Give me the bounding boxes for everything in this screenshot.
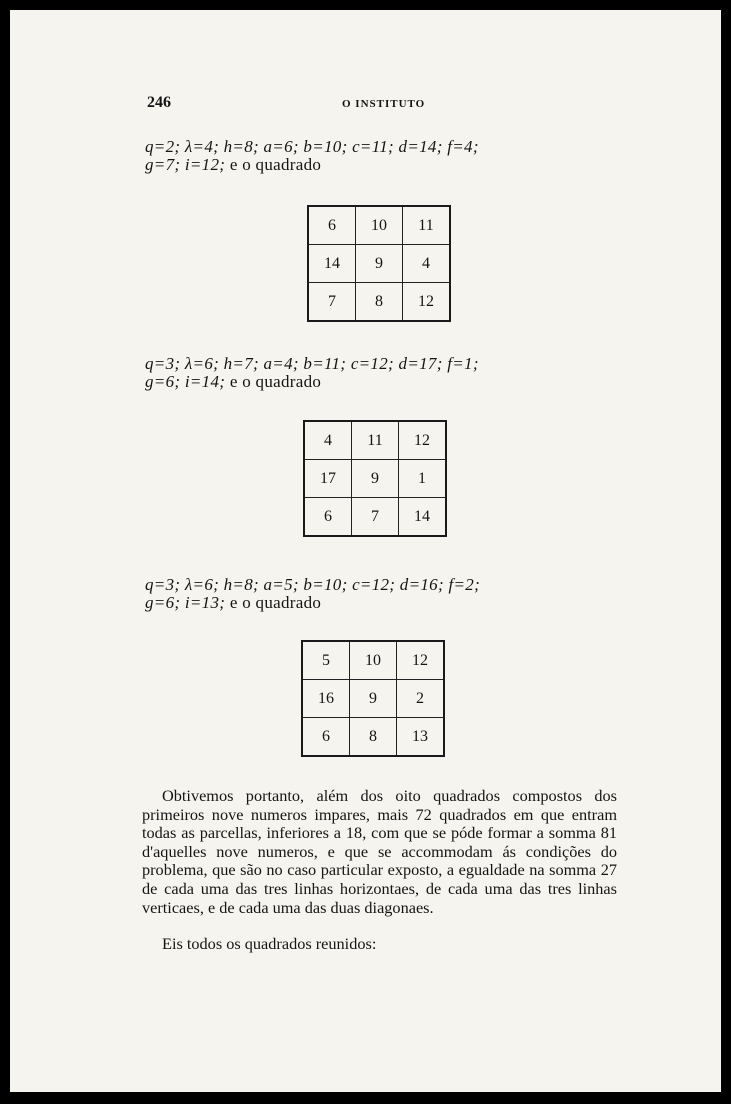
square-cell: 10 xyxy=(350,641,397,680)
square-cell: 6 xyxy=(304,498,352,537)
square-row xyxy=(304,498,446,537)
square-row xyxy=(304,460,446,498)
parameters-tail: e o quadrado xyxy=(229,372,322,391)
parameters-line-2 xyxy=(145,373,625,390)
square-cell: 6 xyxy=(302,718,350,757)
parameters-line-1: q=2; λ=4; h=8; a=6; b=10; c=11; d=14; f=4; xyxy=(145,137,479,156)
square-cell: 16 xyxy=(302,680,350,718)
parameters-values: g=7; i=12; xyxy=(145,155,226,174)
square-cell: 10 xyxy=(356,206,403,245)
square-row xyxy=(302,641,444,680)
magic-square-1 xyxy=(307,205,451,322)
parameters-tail: e o quadrado xyxy=(229,155,322,174)
square-cell: 14 xyxy=(399,498,447,537)
square-cell: 8 xyxy=(350,718,397,757)
page-header xyxy=(147,94,627,124)
square-cell: 9 xyxy=(356,245,403,283)
square-row xyxy=(304,421,446,460)
square-cell: 4 xyxy=(403,245,451,283)
square-row xyxy=(308,206,450,245)
book-page xyxy=(10,10,721,1092)
square-row xyxy=(308,245,450,283)
parameters-values: g=6; i=13; xyxy=(145,593,226,612)
square-row xyxy=(302,680,444,718)
square-cell: 2 xyxy=(397,680,445,718)
closing-line: Eis todos os quadrados reunidos: xyxy=(162,934,377,953)
square-cell: 7 xyxy=(352,498,399,537)
square-cell: 13 xyxy=(397,718,445,757)
parameters-line-2 xyxy=(145,156,625,173)
square-cell: 8 xyxy=(356,283,403,322)
body-paragraph: Obtivemos portanto, além dos oito quadrados compostos dos primeiros nove numeros impares, mais 72 quadrados em que entram todas as parcellas, inferiores a 18, com que se póde formar a somma 81 d'aquelles nove numeros, e que se accommodam ás condições do problema, que são no caso particular exposto, a egualdade na somma 27 de cada uma das tres linhas horizontaes, de cada uma das tres linhas verticaes, e de cada uma das duas diagonaes. xyxy=(142,786,617,917)
square-cell: 11 xyxy=(352,421,399,460)
parameters-line-1: q=3; λ=6; h=7; a=4; b=11; c=12; d=17; f=1; xyxy=(145,354,479,373)
square-cell: 1 xyxy=(399,460,447,498)
parameters-tail: e o quadrado xyxy=(229,593,322,612)
square-cell: 14 xyxy=(308,245,356,283)
square-row xyxy=(308,283,450,322)
square-cell: 4 xyxy=(304,421,352,460)
square-cell: 7 xyxy=(308,283,356,322)
square-cell: 11 xyxy=(403,206,451,245)
running-title: O INSTITUTO xyxy=(342,98,426,110)
square-cell: 12 xyxy=(399,421,447,460)
square-cell: 9 xyxy=(352,460,399,498)
square-cell: 5 xyxy=(302,641,350,680)
square-cell: 17 xyxy=(304,460,352,498)
square-cell: 6 xyxy=(308,206,356,245)
parameters-line-1: q=3; λ=6; h=8; a=5; b=10; c=12; d=16; f=2; xyxy=(145,575,481,594)
magic-square-3 xyxy=(301,640,445,757)
square-row xyxy=(302,718,444,757)
parameters-values: g=6; i=14; xyxy=(145,372,226,391)
square-cell: 12 xyxy=(403,283,451,322)
square-cell: 9 xyxy=(350,680,397,718)
square-cell: 12 xyxy=(397,641,445,680)
magic-square-2 xyxy=(303,420,447,537)
parameters-line-2 xyxy=(145,594,625,611)
page-number: 246 xyxy=(147,94,171,111)
